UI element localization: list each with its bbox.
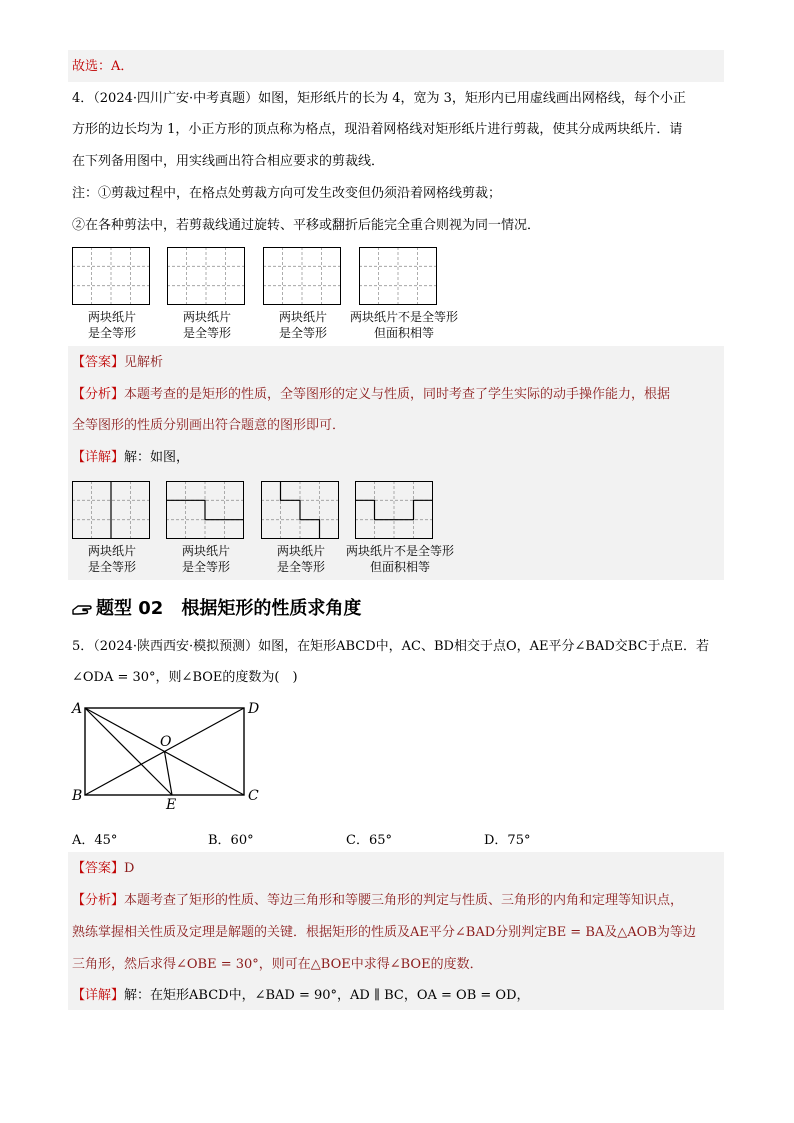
section-heading xyxy=(72,594,361,620)
q4-solution-caption-3: 两块纸片 是全等形 xyxy=(276,544,325,574)
q4-line-2: 方形的边长均为 1，小正方形的顶点称为格点，现沿着网格线对矩形纸片进行剪裁，使其分成两块纸片．请 xyxy=(72,122,683,137)
q4-analysis-1 xyxy=(72,385,670,405)
q4-blank-grid-2 xyxy=(167,247,247,307)
q4-caption-2: 两块纸片 是全等形 xyxy=(182,310,231,340)
label-b: B xyxy=(72,788,83,804)
q4-solution-grid-4 xyxy=(355,481,435,541)
q4-detail xyxy=(72,448,189,468)
q4-solution-grid-1 xyxy=(72,481,152,541)
analysis-label: 【分析】 xyxy=(72,893,125,908)
q4-blank-grid-1 xyxy=(72,247,152,307)
q4-solution-caption-1: 两块纸片 是全等形 xyxy=(87,544,136,574)
answer-text: D xyxy=(124,861,135,876)
q4-answer xyxy=(72,353,163,373)
option-a: A．45° xyxy=(72,833,118,848)
segment-ae xyxy=(85,708,172,795)
q4-caption-1: 两块纸片 是全等形 xyxy=(87,310,136,340)
q4-solution-grid-2 xyxy=(166,481,246,541)
label-d: D xyxy=(248,701,260,717)
q4-line-3: 在下列备用图中，用实线画出符合相应要求的剪裁线． xyxy=(72,154,385,169)
q4-solution-caption-2: 两块纸片 是全等形 xyxy=(181,544,230,574)
q4-line-1: 4．（2024·四川广安·中考真题）如图，矩形纸片的长为 4，宽为 3，矩形内已用虚线画出网格线，每个小正 xyxy=(72,91,686,106)
q4-note-2: ②在各种剪法中，若剪裁线通过旋转、平移或翻折后能完全重合则视为同一情况． xyxy=(72,218,541,233)
option-b: B．60° xyxy=(208,833,254,848)
q5-rectangle-figure xyxy=(68,696,268,814)
q4-blank-grid-3 xyxy=(263,247,343,307)
detail-text: 解：在矩形ABCD中，∠BAD = 90°，AD ∥ BC，OA = OB = OD， xyxy=(124,988,530,1003)
label-e: E xyxy=(166,797,177,813)
q4-caption-3: 两块纸片 是全等形 xyxy=(278,310,327,340)
q5-answer xyxy=(72,859,134,879)
detail-label: 【详解】 xyxy=(72,450,125,465)
section-title: 题型 02 根据矩形的性质求角度 xyxy=(96,598,362,619)
detail-label: 【详解】 xyxy=(72,988,125,1003)
detail-text: 解：如图， xyxy=(124,450,190,465)
q4-note-1: 注：①剪裁过程中，在格点处剪裁方向可发生改变但仍须沿着网格线剪裁； xyxy=(72,186,502,201)
q5-analysis-3: 三角形，然后求得∠OBE = 30°，则可在△BOE中求得∠BOE的度数． xyxy=(72,957,483,972)
analysis-label: 【分析】 xyxy=(72,387,125,402)
answer-label: 【答案】 xyxy=(72,355,125,370)
label-o: O xyxy=(160,734,172,750)
label-c: C xyxy=(248,788,259,804)
q4-solution-caption-4: 两块纸片不是全等形 但面积相等 xyxy=(345,544,454,574)
q5-detail xyxy=(72,986,530,1006)
q5-analysis-1 xyxy=(72,891,683,911)
q4-solution-grid-3 xyxy=(261,481,341,541)
option-d: D．75° xyxy=(484,833,531,848)
q5-line-2: ∠ODA = 30°，则∠BOE的度数为( ) xyxy=(72,670,298,685)
q4-caption-4: 两块纸片不是全等形 但面积相等 xyxy=(349,310,458,340)
analysis-text: 本题考查了矩形的性质、等边三角形和等腰三角形的判定与性质、三角形的内角和定理等知识点， xyxy=(124,893,684,908)
q5-line-1: 5．（2024·陕西西安·模拟预测）如图，在矩形ABCD中，AC、BD相交于点O，AE平分∠BAD交BC于点E．若 xyxy=(72,639,710,654)
answer-text: 见解析 xyxy=(124,355,164,370)
label-a: A xyxy=(72,701,83,717)
pointing-hand-icon xyxy=(72,601,92,617)
q5-analysis-2: 熟练掌握相关性质及定理是解题的关键．根据矩形的性质及AE平分∠BAD分别判定BE = BA及△AOB为等边 xyxy=(72,925,696,940)
q4-blank-grid-4 xyxy=(359,247,439,307)
option-c: C．65° xyxy=(346,833,392,848)
prev-answer-block xyxy=(68,50,724,82)
q4-analysis-2: 全等图形的性质分别画出符合题意的图形即可． xyxy=(72,418,346,433)
analysis-text: 本题考查的是矩形的性质，全等图形的定义与性质，同时考查了学生实际的动手操作能力，根据 xyxy=(124,387,671,402)
prev-answer: 故选：A． xyxy=(72,59,134,74)
answer-label: 【答案】 xyxy=(72,861,125,876)
